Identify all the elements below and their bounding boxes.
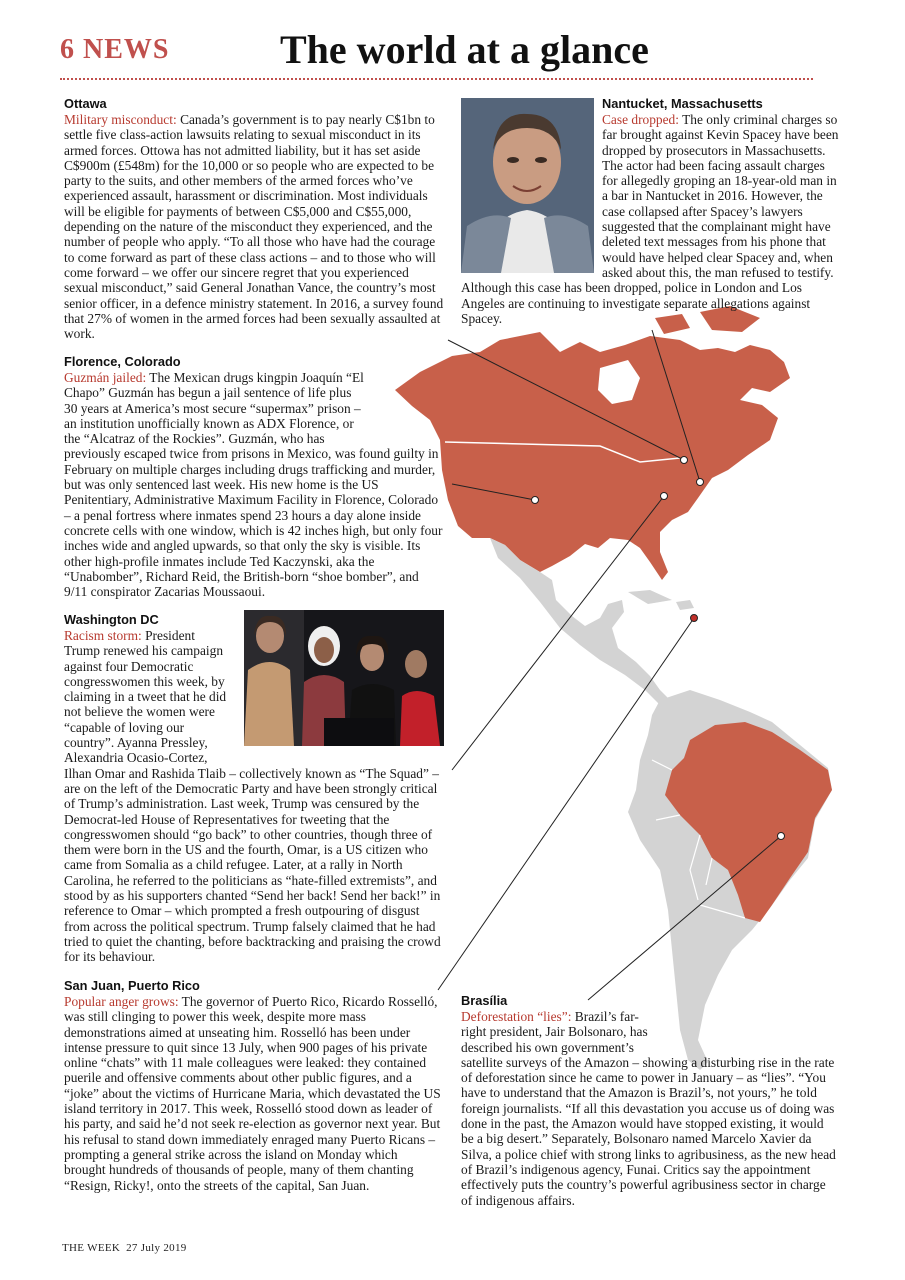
nantucket-dot <box>697 479 704 486</box>
ottawa-dot <box>681 457 688 464</box>
story-kicker: Racism storm: <box>64 628 142 643</box>
footer-publication: THE WEEK <box>62 1242 121 1254</box>
caribbean-islands-2 <box>676 600 694 610</box>
photo-float <box>234 612 446 752</box>
story-location: Brasília <box>461 993 508 1008</box>
story-location: Nantucket, Massachusetts <box>602 96 763 111</box>
photo-float <box>461 96 602 274</box>
north-america-highlight <box>395 332 790 580</box>
story-ottawa <box>64 96 446 341</box>
page-footer <box>62 1242 193 1254</box>
story-body: The governor of Puerto Rico, Ricardo Rosselló, was still clinging to power this week, despite more mass demonstrations aimed at unseating him. Rosselló has been under intense pressure to quit since 13 July, when 900 pages of his private online “chats” with 11 male colleagues were leaked: they contained puerile and offensive comments about other public figures, and a “joke” about the victims of Hurricane Maria, which devastated the US island territory in 2017. This week, Rosselló stood down as leader of his party, and said he’d not seek re-election as governor next year. But his refusal to stand down immediately enraged many Puerto Ricans – prompting a general strike across the island on Monday which brought hundreds of thousands of people, many of them chanting “Resign, Ricky!, onto the streets of the capital, San Juan. <box>64 994 441 1193</box>
story-kicker: Military misconduct: <box>64 112 177 127</box>
brasilia-dot <box>778 833 785 840</box>
story-florence <box>64 354 444 599</box>
story-body: President Trump renewed his campaign against four Democratic congresswomen this week, by claiming in a tweet that he did not believe the women were “capable of loving our country”. Ayanna Pressley, Alexandria Ocasio-Cortez, Ilhan Omar and Rashida Tlaib – collectively known as “The Squad” – are on the left of the Democratic Party and have been strongly critical of Trump’s administration. Last week, Trump was censured by the Democrat-led House of Representatives for tweeting that the congresswomen should “go back” to other countries, though three of them were born in the US and the fourth, Omar, is a US citizen who came from Somalia as a child refugee. Later, at a rally in North Carolina, he referred to the politicians as “hate-filled extremists”, and stood by as his supporters chanted “Send her back! Send her back!” in reference to Omar – which prompted a fresh outpouring of disgust from across the political spectrum. Trump falsely claimed that he had tried to quiet the chanting, before backtracking and praising the crowd for its behaviour. <box>64 628 441 965</box>
story-brasilia <box>461 993 837 1208</box>
story-kicker: Popular anger grows: <box>64 994 179 1009</box>
story-nantucket <box>461 96 841 326</box>
story-body: The Mexican drugs kingpin Joaquín “El Chapo” Guzmán has begun a jail sentence of life plus 30 years at America’s most secure “supermax” prison – an institution unofficially known as ADX Florence, or the “Alcatraz of the Rockies”. Guzmán, who has previously escaped twice from prisons in Mexico, was found guilty in February on multiple charges including drugs trafficking and murder, but was only sentenced last week. His new home is the US Penitentiary, Administrative Maximum Facility in Florence, Colorado – a penal fortress where inmates spend 23 hours a day alone inside concrete cells with one window, which is 42 inches high, but only four inches wide and angled upwards, so that only the sky is visible. Its other high-profile inmates include Ted Kaczynski, aka the “Unabomber”, Richard Reid, the British-born “shoe bomber”, and 9/11 conspirator Zacarias Moussaoui. <box>64 370 443 600</box>
sanjuan-dot <box>691 615 698 622</box>
map-float <box>657 993 837 1051</box>
story-location: Florence, Colorado <box>64 354 181 369</box>
page-title: The world at a glance <box>280 27 649 72</box>
page-number-digit: 6 <box>60 34 75 65</box>
story-location: Washington DC <box>64 612 159 627</box>
story-body: Canada’s government is to pay nearly C$1bn to settle five class-action lawsuits relating to sexual misconduct in its armed forces. Ottowa has not admitted liability, but it has set aside C$900m (£548m) for the 10,000 or so people who are expected to be party to the suits, and other members of the armed forces who’ve experienced assault, harassment or discrimination. Most individuals will be eligible for payments of between C$5,000 and C$55,000, depending on the nature of the misconduct they experienced, and the number of people who apply. “To all those who have had the courage to come forward as part of these class actions – and to those who will come forward – we offer our sincere regret that you experienced sexual misconduct,” said General Jonathan Vance, the country’s most senior officer, in a defence ministry statement. In 2016, a survey found that 27% of women in the armed forces had been sexually assaulted at work. <box>64 112 444 342</box>
story-kicker: Guzmán jailed: <box>64 370 147 385</box>
story-kicker: Case dropped: <box>602 112 679 127</box>
story-kicker: Deforestation “lies”: <box>461 1009 572 1024</box>
footer-date: 27 July 2019 <box>126 1242 187 1254</box>
story-washington <box>64 612 446 965</box>
section-name: NEWS <box>83 34 170 65</box>
map-float <box>368 354 444 444</box>
caribbean-islands <box>628 590 672 604</box>
story-location: San Juan, Puerto Rico <box>64 978 200 993</box>
story-sanjuan <box>64 978 442 1193</box>
story-location: Ottawa <box>64 96 107 111</box>
story-body: Brazil’s far-right president, Jair Bolsonaro, has described his own government’s satellite surveys of the Amazon – showing a disturbing rise in the rate of deforestation since he came to power in January – as “lies”. “You have to understand that the Amazon is Brazil’s, not yours,” he told foreign journalists. “If all this devastation you accuse us of doing was done in the past, the Amazon would have stopped existing, it would be a big desert.” Separately, Bolsonaro named Marcelo Xavier da Silva, a police chief with strong links to agribusiness, as the new head of Brazil’s indigenous agency, Funai. Critics say the appointment effectively puts the country’s powerful agribusiness sector in charge of indigenous affairs. <box>461 1009 836 1208</box>
florence-dot <box>532 497 539 504</box>
central-america <box>490 538 668 705</box>
story-body: The only criminal charges so far brought against Kevin Spacey have been dropped by prosecutors in Massachusetts. The actor had been facing assault charges for allegedly groping an 18-year-old man in a bar in Nantucket in 2016. However, the case collapsed after Spacey’s lawyers suggested that the complainant might have deleted text messages from his phone that would have helped clear Spacey and, when asked about this, the man refused to testify. Although this case has been dropped, police in London and Los Angeles are continuing to investigate separate allegations against Spacey. <box>461 112 839 326</box>
washington-dot <box>661 493 668 500</box>
